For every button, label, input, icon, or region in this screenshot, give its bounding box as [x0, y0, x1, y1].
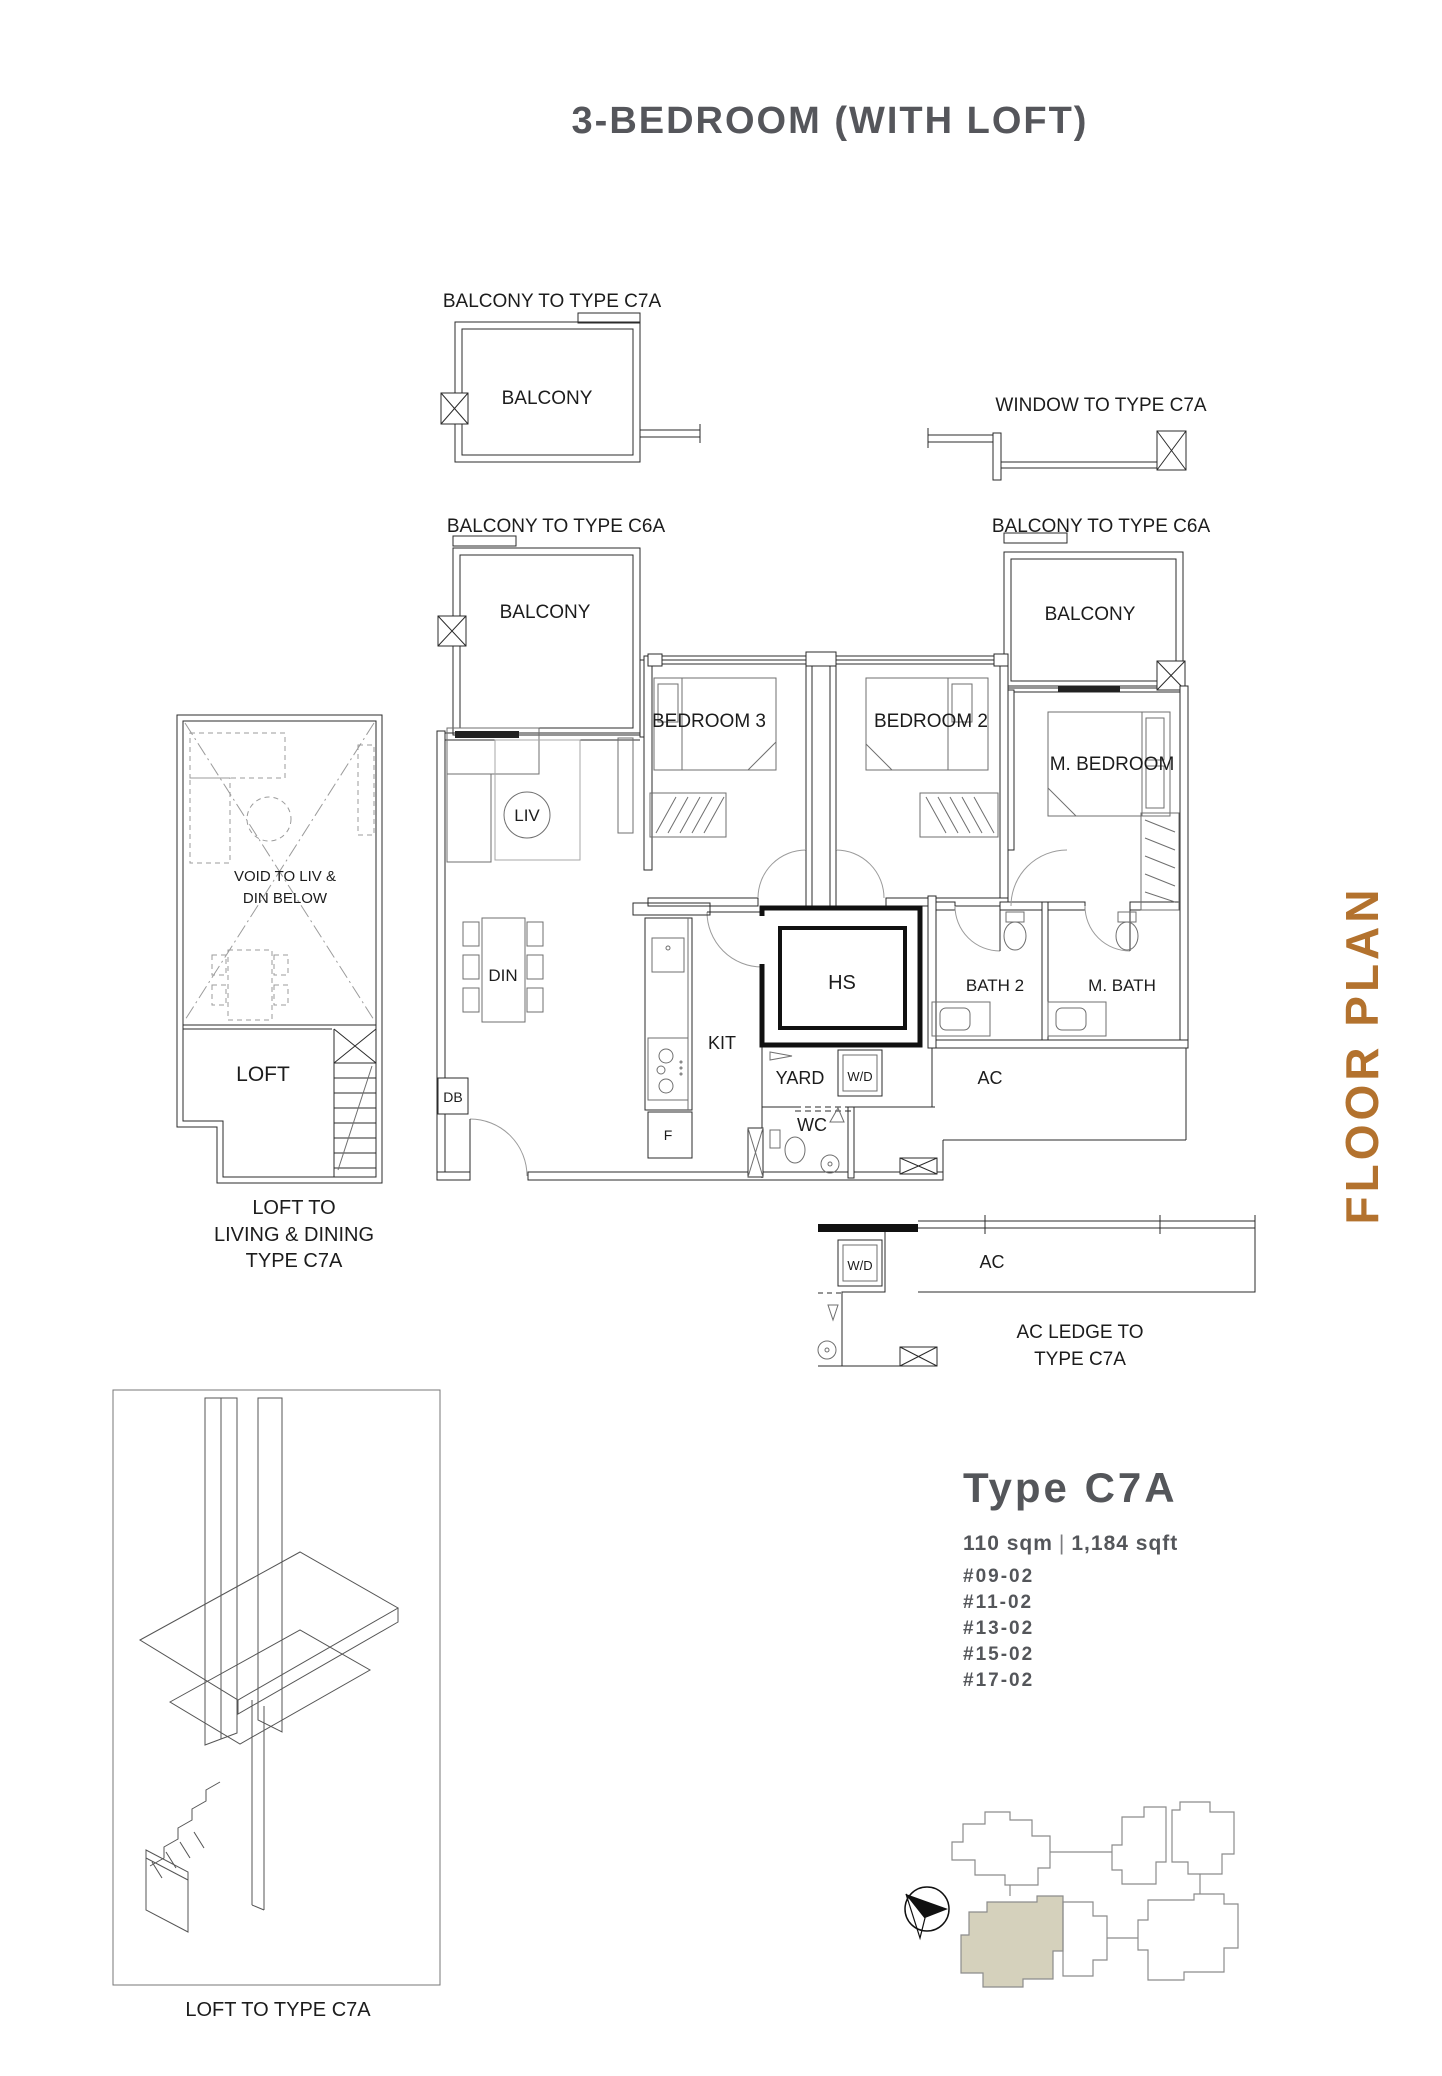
balcony-left-type-c6a — [438, 536, 640, 740]
unit-type-title: Type C7A — [963, 1464, 1178, 1511]
loft-plan — [177, 715, 382, 1183]
unit-number: #09-02 — [963, 1566, 1035, 1587]
ac-ledge-unit-outline — [762, 1045, 1186, 1178]
window-to-type-c7a — [928, 428, 1186, 480]
site-building-highlighted — [961, 1896, 1063, 1987]
room-label-db: DB — [443, 1089, 463, 1105]
annotation-ac-cap1: AC LEDGE TO — [1016, 1322, 1144, 1343]
unit-number: #15-02 — [963, 1644, 1035, 1665]
area-sqft: 1,184 sqft — [1071, 1532, 1179, 1555]
ac-ledge-diagram — [818, 1215, 1255, 1366]
annotation-balcony-top: BALCONY TO TYPE C7A — [442, 291, 662, 312]
room-label-ac: AC — [977, 1068, 1003, 1088]
annotation-void-line1: VOID TO LIV & — [234, 868, 336, 885]
unit-number: #11-02 — [963, 1592, 1034, 1613]
room-label-kitchen: KIT — [707, 1033, 737, 1053]
area-sqm: 110 sqm — [963, 1532, 1053, 1555]
living-room-furniture — [447, 728, 633, 862]
room-label-washer: W/D — [847, 1069, 873, 1084]
room-label-shelter: HS — [828, 972, 856, 994]
site-building — [1138, 1894, 1238, 1980]
room-label-bedroom3: BEDROOM 3 — [651, 711, 767, 732]
bath2-fixtures — [932, 912, 1026, 1036]
annotation-loft-cap1: LOFT TO — [252, 1197, 336, 1219]
annotation-balcony-left: BALCONY TO TYPE C6A — [446, 516, 666, 537]
room-label-balcony: BALCONY — [501, 388, 593, 409]
room-label-balcony: BALCONY — [499, 602, 591, 623]
floor-plan-vertical-label: FLOOR PLAN — [1336, 885, 1388, 1225]
bedroom-top-windows — [648, 652, 1008, 666]
site-map — [952, 1802, 1238, 1987]
area-divider: | — [1058, 1532, 1066, 1555]
unit-number: #17-02 — [963, 1670, 1035, 1691]
room-label-balcony: BALCONY — [1044, 604, 1136, 625]
room-label-bedroom2: BEDROOM 2 — [873, 711, 989, 732]
room-label-wc: WC — [797, 1115, 827, 1135]
master-bath-fixtures — [1048, 912, 1138, 1036]
room-label-ac-ledge: AC — [979, 1252, 1005, 1272]
site-building — [952, 1812, 1050, 1885]
room-label-living: LIV — [514, 806, 540, 825]
room-label-master-bath: M. BATH — [1088, 976, 1156, 995]
annotation-void-line2: DIN BELOW — [242, 890, 328, 907]
annotation-balcony-right: BALCONY TO TYPE C6A — [991, 516, 1211, 537]
room-label-washer-ledge: W/D — [847, 1258, 873, 1273]
north-arrow-icon — [905, 1887, 949, 1938]
site-building — [1063, 1902, 1107, 1976]
room-label-master-bedroom: M. BEDROOM — [1049, 754, 1175, 775]
master-bedroom-furniture — [1048, 712, 1179, 910]
annotation-loft-cap3: TYPE C7A — [245, 1250, 343, 1272]
room-label-fridge: F — [663, 1127, 673, 1143]
annotation-ac-cap2: TYPE C7A — [1034, 1349, 1126, 1370]
room-label-dining: DIN — [488, 966, 518, 985]
kitchen-fixtures — [633, 903, 710, 1158]
page-title: 3-BEDROOM (WITH LOFT) — [571, 100, 1089, 142]
unit-number: #13-02 — [963, 1618, 1035, 1639]
room-label-bath2: BATH 2 — [965, 976, 1025, 995]
bedroom2-furniture — [866, 678, 998, 837]
site-building — [1112, 1807, 1166, 1884]
room-label-loft: LOFT — [236, 1063, 290, 1086]
room-label-yard: YARD — [775, 1068, 825, 1088]
loft-3d-caption: LOFT TO TYPE C7A — [185, 1999, 371, 2021]
annotation-window-right: WINDOW TO TYPE C7A — [995, 395, 1207, 416]
annotation-loft-cap2: LIVING & DINING — [213, 1224, 375, 1246]
bedroom3-furniture — [650, 678, 776, 837]
loft-3d-illustration — [113, 1390, 440, 1985]
site-building — [1172, 1802, 1234, 1874]
